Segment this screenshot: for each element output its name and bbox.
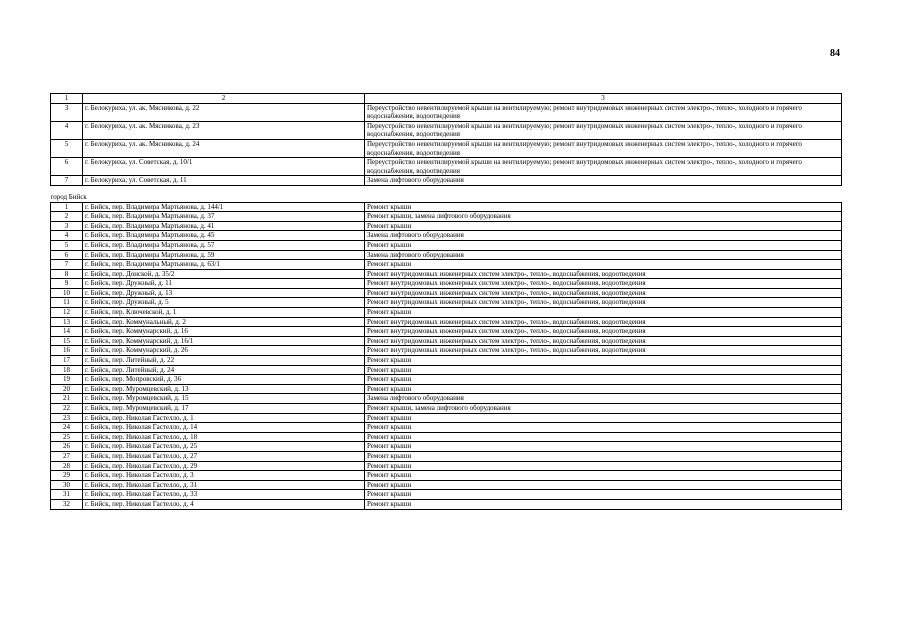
row-number: 28 bbox=[51, 461, 83, 471]
table-row bbox=[51, 279, 842, 289]
row-work: Ремонт крыши bbox=[365, 202, 842, 212]
row-address: г. Бийск, пер. Литейный, д. 24 bbox=[83, 365, 365, 375]
row-number: 31 bbox=[51, 490, 83, 500]
table-row bbox=[51, 336, 842, 346]
table-row bbox=[51, 346, 842, 356]
row-address: г. Бийск, пер. Муромцевский, д. 17 bbox=[83, 404, 365, 414]
row-work: Ремонт крыши bbox=[365, 356, 842, 366]
row-number: 9 bbox=[51, 279, 83, 289]
row-number: 4 bbox=[51, 231, 83, 241]
table-row bbox=[51, 384, 842, 394]
row-number: 7 bbox=[51, 260, 83, 270]
table-row bbox=[51, 442, 842, 452]
row-number: 19 bbox=[51, 375, 83, 385]
row-number: 13 bbox=[51, 317, 83, 327]
row-number: 14 bbox=[51, 327, 83, 337]
row-number: 30 bbox=[51, 480, 83, 490]
row-address: г. Бийск, пер. Литейный, д. 22 bbox=[83, 356, 365, 366]
table-row bbox=[51, 250, 842, 260]
row-work: Замена лифтового оборудования bbox=[365, 176, 842, 186]
header-col-1: 1 bbox=[51, 94, 83, 104]
table-row bbox=[51, 423, 842, 433]
row-work: Ремонт внутридомовых инженерных систем электро-, тепло-, водоснабжения, водоотведения bbox=[365, 279, 842, 289]
row-work: Ремонт крыши bbox=[365, 432, 842, 442]
row-work: Ремонт внутридомовых инженерных систем электро-, тепло-, водоснабжения, водоотведения bbox=[365, 298, 842, 308]
row-address: г. Бийск, пер. Николая Гастелло, д. 25 bbox=[83, 442, 365, 452]
table-row bbox=[51, 240, 842, 250]
header-col-2: 2 bbox=[83, 94, 365, 104]
row-address: г. Бийск, пер. Дружный, д. 11 bbox=[83, 279, 365, 289]
row-number: 8 bbox=[51, 269, 83, 279]
row-work: Замена лифтового оборудования bbox=[365, 250, 842, 260]
row-number: 29 bbox=[51, 471, 83, 481]
row-address: г. Бийск, пер. Николая Гастелло, д. 31 bbox=[83, 480, 365, 490]
row-work: Ремонт крыши, замена лифтового оборудования bbox=[365, 404, 842, 414]
row-work: Ремонт крыши bbox=[365, 413, 842, 423]
table-row bbox=[51, 269, 842, 279]
row-number: 5 bbox=[51, 139, 83, 157]
row-work: Ремонт внутридомовых инженерных систем электро-, тепло-, водоснабжения, водоотведения bbox=[365, 317, 842, 327]
table-row bbox=[51, 394, 842, 404]
row-work: Замена лифтового оборудования bbox=[365, 394, 842, 404]
row-address: г. Бийск, пер. Владимира Мартьянова, д. 57 bbox=[83, 240, 365, 250]
header-col-3: 3 bbox=[365, 94, 842, 104]
row-number: 2 bbox=[51, 212, 83, 222]
section-title: город Бийск bbox=[51, 185, 842, 202]
row-number: 15 bbox=[51, 336, 83, 346]
row-number: 1 bbox=[51, 202, 83, 212]
row-number: 26 bbox=[51, 442, 83, 452]
row-number: 5 bbox=[51, 240, 83, 250]
row-work: Ремонт крыши bbox=[365, 471, 842, 481]
row-address: г. Белокуриха, ул. ак. Мясникова, д. 23 bbox=[83, 121, 365, 139]
row-address: г. Бийск, пер. Николая Гастелло, д. 18 bbox=[83, 432, 365, 442]
table-row bbox=[51, 451, 842, 461]
table-row bbox=[51, 375, 842, 385]
table-row bbox=[51, 202, 842, 212]
row-address: г. Бийск, пер. Владимира Мартьянова, д. 59 bbox=[83, 250, 365, 260]
table-row bbox=[51, 103, 842, 121]
table-row bbox=[51, 176, 842, 186]
table-row bbox=[51, 121, 842, 139]
row-address: г. Бийск, пер. Николая Гастелло, д. 4 bbox=[83, 499, 365, 509]
row-address: г. Бийск, пер. Николая Гастелло, д. 27 bbox=[83, 451, 365, 461]
row-number: 23 bbox=[51, 413, 83, 423]
row-work: Ремонт внутридомовых инженерных систем электро-, тепло-, водоснабжения, водоотведения bbox=[365, 336, 842, 346]
row-number: 10 bbox=[51, 288, 83, 298]
table-row bbox=[51, 212, 842, 222]
table-row bbox=[51, 499, 842, 509]
row-address: г. Бийск, пер. Николая Гастелло, д. 29 bbox=[83, 461, 365, 471]
row-number: 24 bbox=[51, 423, 83, 433]
table-row bbox=[51, 288, 842, 298]
table-row bbox=[51, 432, 842, 442]
row-address: г. Бийск, пер. Коммунальный, д. 2 bbox=[83, 317, 365, 327]
row-work: Ремонт крыши bbox=[365, 308, 842, 318]
table-row bbox=[51, 356, 842, 366]
row-work: Ремонт крыши bbox=[365, 461, 842, 471]
table-row bbox=[51, 461, 842, 471]
row-number: 27 bbox=[51, 451, 83, 461]
row-work: Ремонт крыши, замена лифтового оборудования bbox=[365, 212, 842, 222]
row-address: г. Бийск, пер. Николая Гастелло, д. 14 bbox=[83, 423, 365, 433]
row-work: Ремонт крыши bbox=[365, 221, 842, 231]
row-work: Переустройство невентилируемой крыши на вентилируемую; ремонт внутридомовых инженерных систем электро-, тепло-, холодного и горячего водоснабжения, водоотведения bbox=[365, 121, 842, 139]
row-address: г. Бийск, пер. Владимира Мартьянова, д. 41 bbox=[83, 221, 365, 231]
table-row bbox=[51, 317, 842, 327]
section-row bbox=[51, 185, 842, 202]
table-row bbox=[51, 413, 842, 423]
row-work: Ремонт крыши bbox=[365, 365, 842, 375]
row-work: Переустройство невентилируемой крыши на вентилируемую; ремонт внутридомовых инженерных систем электро-, тепло-, холодного и горячего водоснабжения, водоотведения bbox=[365, 139, 842, 157]
row-address: г. Бийск, пер. Коммунарский, д. 16/1 bbox=[83, 336, 365, 346]
table-row bbox=[51, 327, 842, 337]
row-address: г. Бийск, пер. Владимира Мартьянова, д. 144/1 bbox=[83, 202, 365, 212]
row-address: г. Бийск, пер. Муромцевский, д. 13 bbox=[83, 384, 365, 394]
row-address: г. Бийск, пер. Николая Гастелло, д. 33 bbox=[83, 490, 365, 500]
row-work: Ремонт внутридомовых инженерных систем электро-, тепло-, водоснабжения, водоотведения bbox=[365, 346, 842, 356]
row-address: г. Белокуриха, ул. Советская, д. 11 bbox=[83, 176, 365, 186]
row-number: 11 bbox=[51, 298, 83, 308]
row-address: г. Белокуриха, ул. Советская, д. 10/1 bbox=[83, 158, 365, 176]
table-row bbox=[51, 139, 842, 157]
row-work: Ремонт крыши bbox=[365, 451, 842, 461]
table-row bbox=[51, 260, 842, 270]
row-work: Ремонт крыши bbox=[365, 375, 842, 385]
row-work: Ремонт крыши bbox=[365, 384, 842, 394]
table-row bbox=[51, 480, 842, 490]
table-row bbox=[51, 490, 842, 500]
row-number: 32 bbox=[51, 499, 83, 509]
row-address: г. Белокуриха, ул. ак. Мясникова, д. 24 bbox=[83, 139, 365, 157]
row-number: 3 bbox=[51, 221, 83, 231]
table-row bbox=[51, 158, 842, 176]
table-row bbox=[51, 298, 842, 308]
row-work: Переустройство невентилируемой крыши на вентилируемую; ремонт внутридомовых инженерных систем электро-, тепло-, холодного и горячего водоснабжения, водоотведения bbox=[365, 158, 842, 176]
row-address: г. Бийск, пер. Коммунарский, д. 26 bbox=[83, 346, 365, 356]
row-work: Замена лифтового оборудования bbox=[365, 231, 842, 241]
row-work: Переустройство невентилируемой крыши на вентилируемую; ремонт внутридомовых инженерных систем электро-, тепло-, холодного и горячего водоснабжения, водоотведения bbox=[365, 103, 842, 121]
row-address: г. Бийск, пер. Николая Гастелло, д. 1 bbox=[83, 413, 365, 423]
row-address: г. Бийск, пер. Дружный, д. 5 bbox=[83, 298, 365, 308]
row-work: Ремонт внутридомовых инженерных систем электро-, тепло-, водоснабжения, водоотведения bbox=[365, 327, 842, 337]
repair-table bbox=[50, 93, 842, 510]
row-address: г. Бийск, пер. Дружный, д. 13 bbox=[83, 288, 365, 298]
table-row bbox=[51, 221, 842, 231]
row-address: г. Бийск, пер. Донской, д. 35/2 bbox=[83, 269, 365, 279]
row-address: г. Бийск, пер. Владимира Мартьянова, д. 63/1 bbox=[83, 260, 365, 270]
row-number: 20 bbox=[51, 384, 83, 394]
row-address: г. Бийск, пер. Муромцевский, д. 15 bbox=[83, 394, 365, 404]
row-work: Ремонт внутридомовых инженерных систем электро-, тепло-, водоснабжения, водоотведения bbox=[365, 269, 842, 279]
row-number: 25 bbox=[51, 432, 83, 442]
row-work: Ремонт внутридомовых инженерных систем электро-, тепло-, водоснабжения, водоотведения bbox=[365, 288, 842, 298]
row-address: г. Бийск, пер. Мопровский, д. 36 bbox=[83, 375, 365, 385]
row-number: 12 bbox=[51, 308, 83, 318]
table-row bbox=[51, 471, 842, 481]
row-number: 21 bbox=[51, 394, 83, 404]
row-address: г. Бийск, пер. Ключевской, д. 1 bbox=[83, 308, 365, 318]
row-work: Ремонт крыши bbox=[365, 499, 842, 509]
table-row bbox=[51, 404, 842, 414]
row-work: Ремонт крыши bbox=[365, 490, 842, 500]
row-work: Ремонт крыши bbox=[365, 480, 842, 490]
row-number: 4 bbox=[51, 121, 83, 139]
row-number: 16 bbox=[51, 346, 83, 356]
table-header-row bbox=[51, 94, 842, 104]
table-row bbox=[51, 365, 842, 375]
row-address: г. Бийск, пер. Владимира Мартьянова, д. 45 bbox=[83, 231, 365, 241]
page-number: 84 bbox=[830, 48, 840, 59]
row-work: Ремонт крыши bbox=[365, 240, 842, 250]
row-number: 7 bbox=[51, 176, 83, 186]
row-number: 6 bbox=[51, 250, 83, 260]
row-number: 6 bbox=[51, 158, 83, 176]
row-work: Ремонт крыши bbox=[365, 423, 842, 433]
row-address: г. Бийск, пер. Коммунарский, д. 16 bbox=[83, 327, 365, 337]
row-number: 3 bbox=[51, 103, 83, 121]
row-address: г. Бийск, пер. Николая Гастелло, д. 3 bbox=[83, 471, 365, 481]
table-row bbox=[51, 231, 842, 241]
row-number: 18 bbox=[51, 365, 83, 375]
row-address: г. Бийск, пер. Владимира Мартьянова, д. 37 bbox=[83, 212, 365, 222]
row-work: Ремонт крыши bbox=[365, 442, 842, 452]
table-row bbox=[51, 308, 842, 318]
row-work: Ремонт крыши bbox=[365, 260, 842, 270]
row-address: г. Белокуриха, ул. ак. Мясникова, д. 22 bbox=[83, 103, 365, 121]
row-number: 17 bbox=[51, 356, 83, 366]
row-number: 22 bbox=[51, 404, 83, 414]
